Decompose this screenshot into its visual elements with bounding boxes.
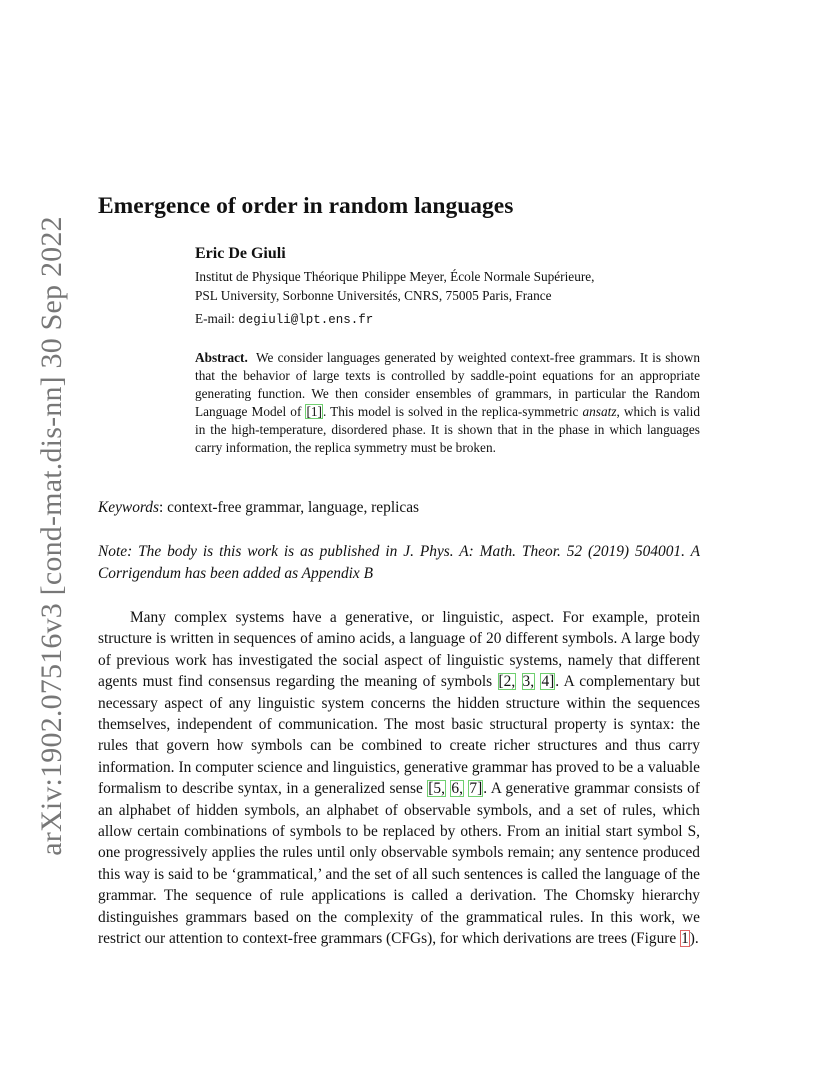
affiliation-line-1: Institut de Physique Théorique Philippe Meyer, École Normale Supérieure,	[195, 269, 595, 284]
citation-link[interactable]: 6,	[451, 780, 463, 798]
abstract	[195, 349, 700, 456]
body-text: Many complex systems have a generative, or linguistic, aspect. For example, protein structure is written in sequences of amino acids, a language of 20 different symbols. A large body of previous work has investigated the social aspect of linguistic systems, namely that different agents must find consensus regarding the meaning of symbols	[98, 609, 700, 691]
citation-link[interactable]: [2,	[498, 673, 516, 691]
body-text: . A complementary but necessary aspect of any linguistic system concerns the hidden structure within the sequences themselves, independent of communication. The most basic structural property is syntax: the rules that govern how symbols can be combined to create richer structures and thus carry information. In computer science and linguistics, generative grammar has proved to be a valuable formalism to describe syntax, in a generalized sense	[98, 673, 700, 798]
author-name: Eric De Giuli	[195, 245, 286, 262]
arxiv-identifier: arXiv:1902.07516v3 [cond-mat.dis-nn] 30 Sep 2022	[35, 216, 68, 856]
paper-title: Emergence of order in random languages	[98, 193, 514, 219]
affiliation	[195, 267, 595, 305]
citation-link[interactable]: [1]	[306, 403, 322, 419]
citation-link[interactable]: 4]	[541, 673, 555, 691]
body-text: . A generative grammar consists of an alphabet of hidden symbols, an alphabet of observable symbols, and a set of rules, which allow certain combinations of symbols to be replaced by others. From an initial start symbol S, one progressively applies the rules until only observable symbols remain; any sentence produced this way is said to be ‘grammatical,’ and the set of all such sentences is called the language of the grammar. The sequence of rule applications is called a derivation. The Chomsky hierarchy distinguishes grammars based on the complexity of the grammatical rules. In this work, we restrict our attention to context-free grammars (CFGs), for which derivations are trees (Figure	[98, 780, 700, 948]
figure-link[interactable]: 1	[681, 930, 689, 948]
citation-link[interactable]: 7]	[469, 780, 483, 798]
citation-link[interactable]: 3,	[522, 673, 535, 691]
affiliation-line-2: PSL University, Sorbonne Universités, CNRS, 75005 Paris, France	[195, 288, 552, 303]
abstract-text: . This model is solved in the replica-symmetric	[322, 403, 583, 419]
body-paragraph	[98, 607, 700, 950]
keywords-text: : context-free grammar, language, replicas	[159, 499, 420, 516]
email-line	[195, 311, 373, 327]
publication-note: Note: The body is this work is as published in J. Phys. A: Math. Theor. 52 (2019) 504001. A Corrigendum has been added as Appendix B	[98, 543, 700, 582]
abstract-text: , which is valid in the high-temperature, disordered phase. It is shown that in the phase in which languages carry information, the replica symmetry must be broken.	[195, 403, 701, 455]
keywords	[98, 499, 419, 517]
body-text: ).	[689, 930, 699, 948]
abstract-ansatz: ansatz	[582, 403, 617, 419]
email-address[interactable]: degiuli@lpt.ens.fr	[238, 313, 374, 327]
abstract-text: We consider languages generated by weighted context-free grammars. It is shown that the behavior of large texts is controlled by saddle-point equations for an appropriate generating function. We then consider ensembles of grammars, in particular the Random Language Model of	[195, 350, 700, 419]
keywords-label: Keywords	[98, 499, 159, 516]
email-label: E-mail:	[195, 311, 239, 326]
citation-link[interactable]: [5,	[428, 780, 445, 798]
abstract-label: Abstract.	[195, 350, 248, 365]
